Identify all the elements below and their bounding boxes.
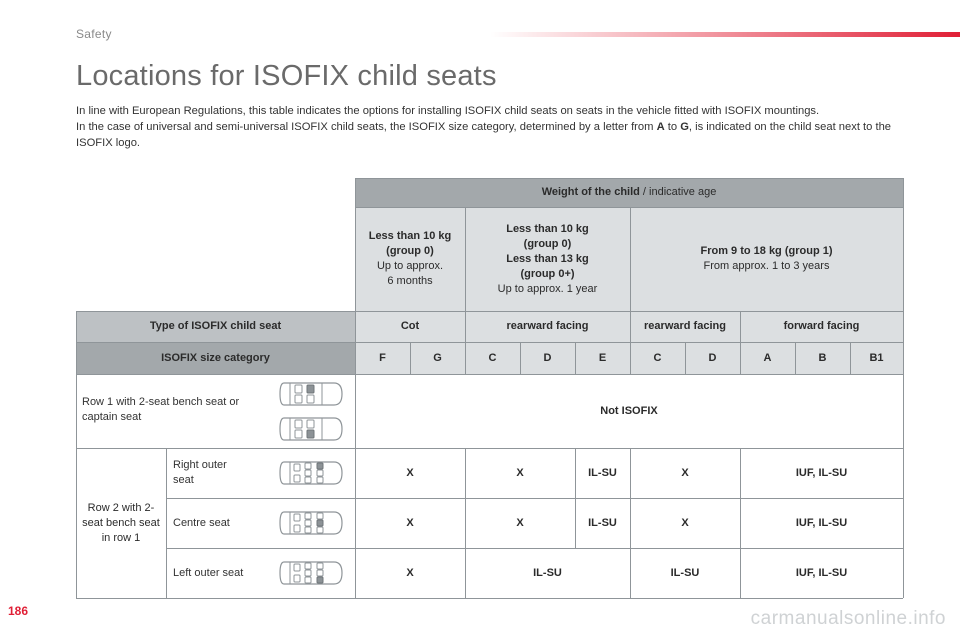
group-0-header bbox=[355, 207, 465, 311]
grid-line bbox=[166, 448, 167, 598]
grid-line bbox=[166, 498, 903, 499]
size-label bbox=[76, 342, 355, 374]
grid-line bbox=[465, 207, 466, 374]
group-0plus-header bbox=[465, 207, 630, 311]
intro-to: to bbox=[664, 121, 681, 133]
group-0plus-line: Less than 13 kg bbox=[506, 252, 589, 265]
intro-text bbox=[76, 103, 906, 151]
page-number: 186 bbox=[8, 604, 29, 618]
car-front-seat-left-icon bbox=[278, 379, 344, 409]
value-cell: X bbox=[681, 466, 689, 479]
value-cell: IUF, IL-SU bbox=[795, 566, 848, 579]
size-b1: B1 bbox=[850, 342, 903, 374]
intro-line-2-pre: In the case of universal and semi-universal ISOFIX child seats, the ISOFIX size category, determined by a letter from bbox=[76, 121, 657, 133]
weight-header-rest: / indicative age bbox=[639, 186, 717, 198]
grid-line bbox=[76, 342, 903, 343]
row-2-label bbox=[76, 448, 166, 598]
row-2-label-text: Row 2 with 2-seat bench seat in row 1 bbox=[82, 501, 160, 544]
size-label-text: ISOFIX size category bbox=[161, 351, 270, 364]
value-cell: IUF, IL-SU bbox=[795, 516, 848, 529]
type-cot: Cot bbox=[355, 311, 465, 342]
size-b: B bbox=[795, 342, 850, 374]
grid-line bbox=[166, 548, 903, 549]
grid-line bbox=[575, 342, 576, 374]
size-f: F bbox=[355, 342, 410, 374]
group-0plus-age: Up to approx. 1 year bbox=[497, 282, 598, 295]
group-1-header bbox=[630, 207, 903, 311]
value-cell: X bbox=[516, 516, 524, 529]
value-cell: X bbox=[406, 566, 414, 579]
group-1-line: From 9 to 18 kg (group 1) bbox=[700, 245, 833, 257]
value-cell: X bbox=[681, 516, 689, 529]
grid-line bbox=[76, 598, 903, 599]
value-cell: IL-SU bbox=[588, 516, 617, 529]
group-0-line: Less than 10 kg bbox=[368, 230, 452, 242]
size-a: A bbox=[740, 342, 795, 374]
value-cell: IL-SU bbox=[533, 566, 562, 579]
intro-line-2-post: , is indicated on the child seat next to the ISOFIX logo. bbox=[76, 121, 892, 149]
grid-line bbox=[850, 342, 851, 374]
grid-line bbox=[76, 311, 77, 598]
group-1-age: From approx. 1 to 3 years bbox=[703, 260, 830, 272]
size-d: D bbox=[520, 342, 575, 374]
car-rear-centre-seat-icon bbox=[278, 508, 344, 538]
grid-line bbox=[685, 342, 686, 374]
seat-right-outer: Right outer seat bbox=[173, 459, 227, 486]
value-cell: IL-SU bbox=[670, 566, 700, 579]
grid-line bbox=[355, 178, 903, 179]
car-rear-left-seat-icon bbox=[278, 558, 344, 588]
grid-line bbox=[630, 448, 631, 598]
row-1-label: Row 1 with 2-seat bench seat or captain seat bbox=[82, 396, 240, 423]
size-g: G bbox=[410, 342, 465, 374]
intro-letter-g: G bbox=[680, 121, 689, 133]
group-0-age: Up to approx. bbox=[376, 260, 444, 272]
grid-line bbox=[520, 342, 521, 374]
value-cell: IUF, IL-SU bbox=[795, 466, 848, 479]
weight-header-bold: Weight of the child bbox=[541, 186, 640, 198]
group-0plus-line: Less than 10 kg bbox=[506, 222, 589, 235]
header-accent-bar bbox=[490, 32, 960, 37]
weight-header bbox=[355, 178, 903, 207]
grid-line bbox=[355, 207, 903, 208]
grid-line bbox=[795, 342, 796, 374]
group-0-line: (group 0) bbox=[386, 245, 434, 257]
grid-line bbox=[76, 448, 903, 449]
grid-line bbox=[465, 448, 466, 598]
grid-line bbox=[630, 207, 631, 374]
type-forward: forward facing bbox=[740, 311, 903, 342]
value-cell: X bbox=[406, 516, 414, 529]
value-cell: IL-SU bbox=[588, 466, 617, 479]
grid-line bbox=[740, 448, 741, 598]
watermark: carmanualsonline.info bbox=[750, 608, 946, 629]
row-1-value: Not ISOFIX bbox=[600, 404, 658, 417]
seat-centre: Centre seat bbox=[173, 516, 230, 529]
type-rearward-2: rearward facing bbox=[630, 311, 740, 342]
grid-line bbox=[410, 342, 411, 374]
intro-line-1: In line with European Regulations, this table indicates the options for installing ISOFIX child seats on seats in the vehicle fitted with ISOFIX mountings. bbox=[76, 105, 820, 117]
seat-left-outer: Left outer seat bbox=[173, 566, 244, 579]
value-cell: X bbox=[516, 466, 524, 479]
type-rearward-1: rearward facing bbox=[465, 311, 630, 342]
page-title: Locations for ISOFIX child seats bbox=[76, 60, 497, 92]
grid-line bbox=[76, 374, 903, 375]
group-0plus-line: (group 0) bbox=[523, 237, 572, 250]
grid-line bbox=[575, 448, 576, 548]
car-rear-right-seat-icon bbox=[278, 458, 344, 488]
type-label bbox=[76, 311, 355, 342]
grid-line bbox=[740, 311, 741, 374]
group-0plus-line: (group 0+) bbox=[520, 267, 575, 280]
grid-line bbox=[903, 178, 904, 598]
car-front-seat-right-icon bbox=[278, 414, 344, 444]
value-cell: X bbox=[406, 466, 414, 479]
group-0-age: 6 months bbox=[387, 275, 433, 287]
size-d2: D bbox=[685, 342, 740, 374]
type-label-text: Type of ISOFIX child seat bbox=[149, 320, 282, 332]
size-e: E bbox=[575, 342, 630, 374]
size-c2: C bbox=[630, 342, 685, 374]
intro-letter-a: A bbox=[656, 121, 665, 133]
grid-line bbox=[76, 311, 903, 312]
section-label: Safety bbox=[76, 27, 112, 41]
size-c: C bbox=[465, 342, 520, 374]
grid-line bbox=[355, 178, 356, 598]
